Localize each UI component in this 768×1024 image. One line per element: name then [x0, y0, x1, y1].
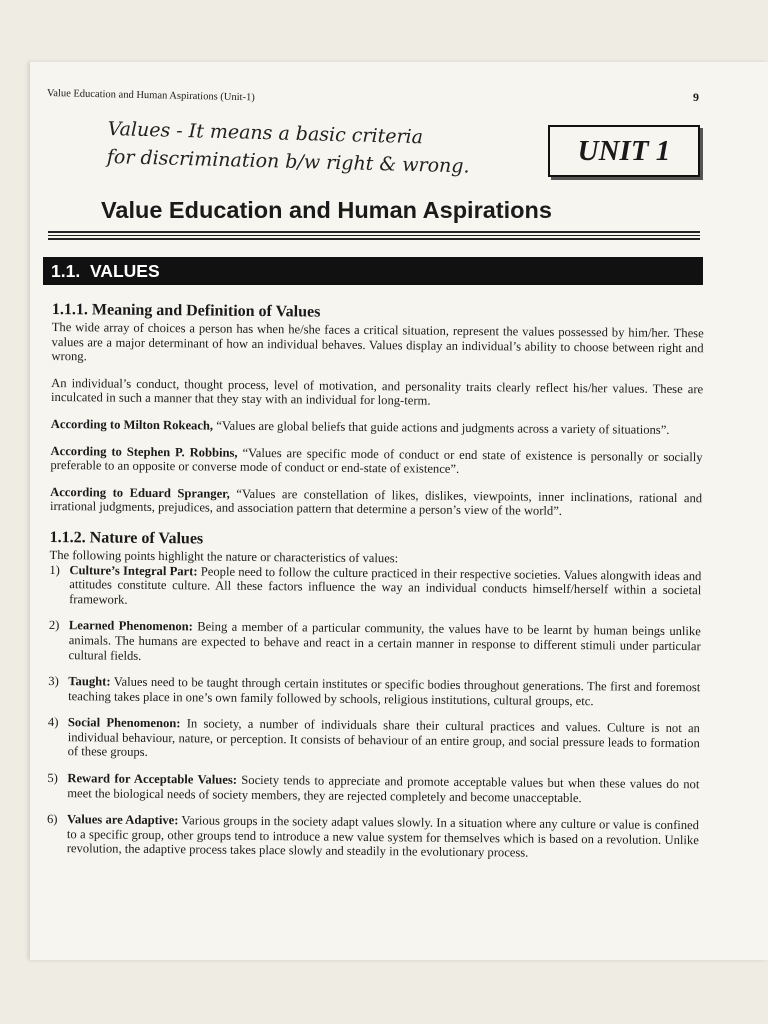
list-item-text: Being a member of a particular community, the values have to be learnt by human beings unlike animals. The humans are expected to behave and react in a certain manner in response to different stimuli under particular cultural fields. [68, 619, 701, 663]
list-item-number: 2) [48, 618, 60, 633]
handwritten-note [107, 115, 548, 182]
list-item-term: Social Phenomenon: [67, 715, 181, 731]
quote-text: “Values are specific mode of conduct or end state of existence is personally or socially preferable to an opposite or converse mode of conduct or end-state of existence”. [50, 445, 703, 477]
list-item [49, 618, 701, 668]
paragraph-nature-intro: The following points highlight the nature or characteristics of values: [49, 547, 399, 566]
quote-author: According to Stephen P. Robbins, [50, 443, 238, 460]
quote-spranger [50, 485, 702, 520]
chapter-title: Value Education and Human Aspirations [101, 197, 552, 223]
title-rule-middle [48, 235, 700, 236]
list-item [48, 674, 700, 709]
list-item-number: 1) [49, 562, 60, 577]
section-title: VALUES [89, 261, 160, 281]
list-item-term: Reward for Acceptable Values: [67, 771, 238, 787]
list-item [48, 715, 700, 765]
section-heading-bar [43, 257, 703, 285]
list-item-text: Society tends to appreciate and promote acceptable values but when these values do not meet the biological needs of society members, they are rejected completely and become unacceptable. [67, 772, 700, 805]
list-item-number: 5) [47, 771, 58, 786]
unit-label: UNIT 1 [577, 134, 671, 167]
subsection-heading-meaning: 1.1.1. Meaning and Definition of Values [51, 300, 321, 321]
list-item-text: Various groups in the society adapt values slowly. In a situation where any culture or value is confined to a specific group, other groups tend to introduce a new value system for themselves which is based on a revolution. Unlike revolution, the adaptive process takes place slowly and steadily in the evolutionary process. [66, 813, 700, 861]
paragraph-meaning-2: An individual’s conduct, thought process, level of motivation, and personality traits clearly reflect his/her values. These are inculcated in such a manner that they stay with an individual for long-term. [50, 375, 704, 409]
handwritten-note-line-1: Values - It means a basic criteria [107, 117, 424, 149]
list-item-term: Values are Adaptive: [66, 812, 179, 828]
quote-text: “Values are constellation of likes, dislikes, viewpoints, inner inclinations, rational and irrational judgments, prejudices, and association pattern that determine a person’s view of the world”. [49, 486, 703, 519]
list-item-term: Taught: [68, 674, 111, 689]
list-item [47, 771, 699, 806]
list-item [49, 563, 701, 613]
list-item-text: Values need to be taught through certain institutes or specific bodies throughout generations. The first and foremost teaching takes place in one’s own family followed by schools, religious institutions, cultural groups, etc. [68, 674, 701, 708]
list-item [47, 812, 699, 862]
running-header: Value Education and Human Aspirations (Unit-1) [46, 88, 255, 104]
list-item-number: 6) [46, 812, 58, 827]
paragraph-meaning-1: The wide array of choices a person has when he/she faces a critical situation, represent the values possessed by him/her. These values are a major determinant of how an individual behaves. Values display an individual’s ability to choose between right and wrong. [51, 319, 704, 364]
list-item-text: People need to follow the culture practiced in their respective societies. Values alongwith ideas and attitudes constitute culture. All these factors influence the way an individual conducts himself/herself within a societal framework. [69, 563, 702, 607]
page-number: 9 [693, 90, 699, 104]
section-number: 1.1. [51, 261, 81, 281]
quote-text: “Values are global beliefs that guide actions and judgments across a variety of situations”. [213, 418, 670, 437]
quote-author: According to Eduard Spranger, [50, 484, 230, 501]
page-body [47, 300, 704, 862]
title-rule-top [48, 231, 700, 233]
list-item-number: 3) [48, 674, 59, 689]
list-item-number: 4) [47, 715, 59, 730]
handwritten-note-line-2: for discrimination b/w right & wrong. [106, 145, 470, 178]
quote-robbins [50, 444, 702, 479]
subsection-heading-nature: 1.1.2. Nature of Values [49, 528, 204, 548]
quote-author: According to Milton Rokeach, [50, 416, 214, 433]
list-item-term: Culture’s Integral Part: [69, 562, 198, 578]
list-item-text: In society, a number of individuals share their cultural practices and values. Culture is not an individual behaviour, nature, or perception. It consists of behaviour of an entire group, and social pressure leads to formation of these groups. [67, 716, 700, 760]
title-rule-bottom [48, 238, 700, 240]
unit-label-box [548, 125, 700, 177]
list-item-term: Learned Phenomenon: [68, 618, 193, 634]
